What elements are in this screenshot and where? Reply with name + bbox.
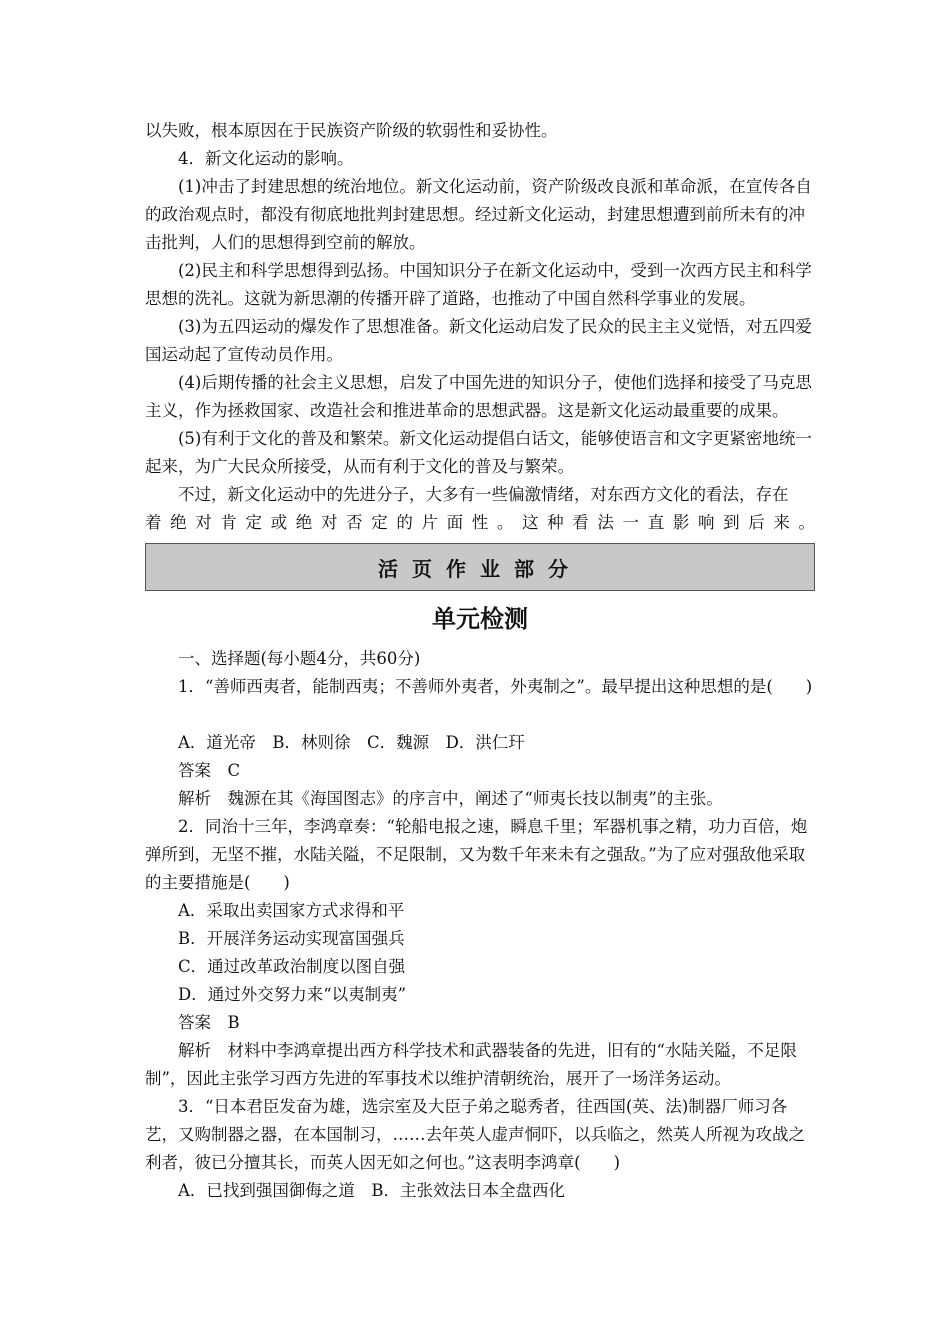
question-2-option-d: D．通过外交努力来“以夷制夷” bbox=[178, 985, 407, 1004]
question-1-analysis: 解析 魏源在其《海国图志》的序言中，阐述了“师夷长技以制夷”的主张。 bbox=[178, 789, 723, 808]
impact-point-1: (1)冲击了封建思想的统治地位。新文化运动前，资产阶级改良派和革命派，在宣传各自的政治观点时，都没有彻底地批判封建思想。经过新文化运动，封建思想遭到前所未有的冲击批判，人们的思想得到空前的解放。 bbox=[145, 177, 812, 252]
closing-paragraph-line2: 着绝对肯定或绝对否定的片面性。这种看法一直影响到后来。 bbox=[145, 513, 815, 532]
section-instructions: 一、选择题(每小题4分，共60分) bbox=[178, 649, 421, 668]
intro-continuation: 以失败，根本原因在于民族资产阶级的软弱性和妥协性。 bbox=[145, 121, 558, 140]
closing-paragraph-line1: 不过，新文化运动中的先进分子，大多有一些偏激情绪，对东西方文化的看法，存在 bbox=[178, 485, 789, 504]
question-1-options: A．道光帝 B．林则徐 C．魏源 D．洪仁玕 bbox=[178, 733, 525, 752]
question-2-analysis: 解析 材料中李鸿章提出西方科学技术和武器装备的先进，旧有的“水陆关隘，不足限制”，因此主张学习西方先进的军事技术以维护清朝统治，展开了一场洋务运动。 bbox=[145, 1041, 797, 1088]
impact-point-3: (3)为五四运动的爆发作了思想准备。新文化运动启发了民众的民主主义觉悟，对五四爱国运动起了宣传动员作用。 bbox=[145, 317, 812, 364]
question-2-option-c: C．通过改革政治制度以图自强 bbox=[178, 957, 406, 976]
question-2-option-b: B．开展洋务运动实现富国强兵 bbox=[178, 929, 405, 948]
question-1-answer: 答案 C bbox=[178, 761, 241, 780]
question-1-stem: 1．“善师西夷者，能制西夷；不善师外夷者，外夷制之”。最早提出这种思想的是( ) bbox=[178, 677, 813, 696]
impact-point-5: (5)有利于文化的普及和繁荣。新文化运动提倡白话文，能够使语言和文字更紧密地统一起来，为广大民众所接受，从而有利于文化的普及与繁荣。 bbox=[145, 429, 812, 476]
question-2-stem: 2．同治十三年，李鸿章奏：“轮船电报之速，瞬息千里；军器机事之精，功力百倍，炮弹所到，无坚不摧，水陆关隘，不足限制，又为数千年来未有之强敌。”为了应对强敌他采取的主要措施是( ) bbox=[145, 817, 808, 892]
impact-point-4: (4)后期传播的社会主义思想，启发了中国先进的知识分子，使他们选择和接受了马克思主义，作为拯救国家、改造社会和推进革命的思想武器。这是新文化运动最重要的成果。 bbox=[145, 373, 812, 420]
question-2-option-a: A．采取出卖国家方式求得和平 bbox=[178, 901, 405, 920]
question-2-answer: 答案 B bbox=[178, 1013, 240, 1032]
impact-heading: 4．新文化运动的影响。 bbox=[178, 149, 354, 168]
question-3-stem: 3．“日本君臣发奋为雄，选宗室及大臣子弟之聪秀者，往西国(英、法)制器厂师习各艺，又购制器之器，在本国制习，……去年英人虚声恫吓，以兵临之，然英人所视为攻战之利者，彼已分擅其长，而英人因无如之何也。”这表明李鸿章( ) bbox=[145, 1097, 805, 1172]
section-title: 单元检测 bbox=[432, 605, 528, 633]
banner-label: 活页作业部分 bbox=[378, 556, 582, 581]
question-3-options: A．已找到强国御侮之道 B．主张效法日本全盘西化 bbox=[178, 1181, 566, 1200]
impact-point-2: (2)民主和科学思想得到弘扬。中国知识分子在新文化运动中，受到一次西方民主和科学思想的洗礼。这就为新思潮的传播开辟了道路，也推动了中国自然科学事业的发展。 bbox=[145, 261, 812, 308]
section-banner bbox=[145, 543, 815, 591]
